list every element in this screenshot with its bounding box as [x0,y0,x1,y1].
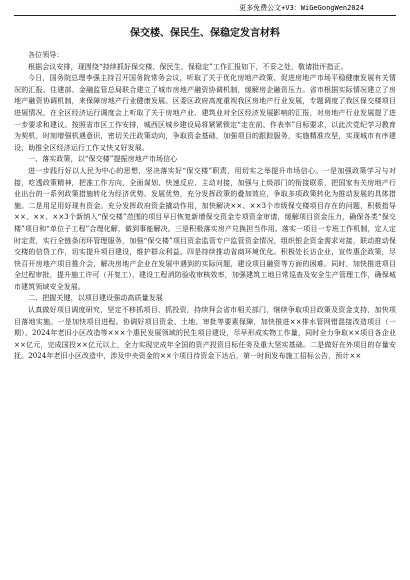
paragraph: 根据会议安排，现围绕“持续抓好保交楼、保民生、保稳定”工作汇报如下，不妥之处，敬请批评指正。 [28,62,348,71]
paragraph: 今日，国务院总理李强主持召开国务院常务会议，听取了关于优化房地产政策、促进房地产市场平稳健康发展有关情况的汇报。住建部、金融监管总局联合建立了城市房地产融资协调机制，缓解房企融资压力。省市根据实际情况建立了房地产融资协调机制，来保障房地产行业健康发展。区委区政府高度重视我区房地产行业发展，专题调度了我区保交楼项目进展情况，在全区经济运行调度会上听取了关于房地产业、建筑业对全区经济发展影响的汇报，对房地产行业发展提了进一步要求和建议。按照省市区工作安排，城西区城乡建设局将紧紧锁定“走在前、作表率”目标要求，以此次党纪学习教育为契机，时刻增强机遇意识，密切关注政策动向，争取资金基础，加强项目的跟踪服务，实施精准攻坚，实现城市有序建设，助推全区经济运行工作又快又好发展。 [14,74,396,152]
document-body [14,50,396,363]
document-title: 保交楼、保民生、保稳定发言材料 [130,28,280,39]
header-note: 更多免费公文+V3：WiGeGongWen2024 [14,4,396,16]
section-heading: 一、落实政策，以“保交楼”提振房地产市场信心 [28,155,178,164]
paragraph: 进一步践行好以人民为中心的思想，坚决落实好“保交楼”职责，用切实之举提升市场信心。一是加强政策学习与对接，吃透政策精神，把准工作方向，全面谋划、快速反应、主动对接，加强与上级部门的衔接联系，把国家有关房地产行业出台的一系列政策措施转化为经济优势、发展优势，充分发挥政策的叠加效应，争取多项政策转化为推动发展的具体措施。二是用足用好现有资金。充分发挥政府资金撬动作用，加快解决××、××3个市级保交楼项目存在的问题，积极指导××、××、××3个新纳入“保交楼”范围的项目早日恢复新增保交资金专项资金审请，缓解项目资金压力，确保各类“保交楼”项目和“单位子工程”合理化解，做到事能解决。三是积极落实房产兑换担当作用。落实一项目一专班工作机制，定人定时定责，实行全链条闭环管理服务，加强“保交楼”项目资金监管专户监管资金情况，组织银企资金需求对接，联动推动保交楼的信贷工作，切实提升项目建设，维护群众利益。四是持续推动省商环境优化。积极处长访企业，宣传惠企政策，尽快召开房地产项目推介会，解决房地产企业在发展中遇到的实际问题，建设项目融资等方面的困难。同时，加快推进项目全过程审批，提升施工许可（开复工）、建设工程消防验收审核效率，加强建筑工地日常巡查及安全生产管理工作，确保城市建筑领域安全发展。 [14,166,396,291]
salutation: 各位领导： [28,51,64,59]
section-heading: 二、把握关键，以项目建设强动高质量发展 [28,294,163,303]
paragraph: 认真做好项目调度研究，坚定不移抓项目、抓投资，持续拜会省市相关部门，继续争取项目政策及资金支持，加快项目落地实施。一是加快项目进程。协调好项目资金、土地、审批等要素保障，加快推进××排水管网错混接改造项目（一期）、2024年老旧小区改造等×××个惠民发展领域的民生项目建设，尽早形成实物工作量，同时全力争取××项目各企业××亿元，完成国投××亿元以上，全力实现完成年全国的资产投资目标任务及重大坚实基础。二是做好在外项目的存量安抚。2024年老旧小区改造中，涉及中央资金的××个项目待资金下达后，第一时间发布施工招标公告，预计×× [14,306,396,361]
